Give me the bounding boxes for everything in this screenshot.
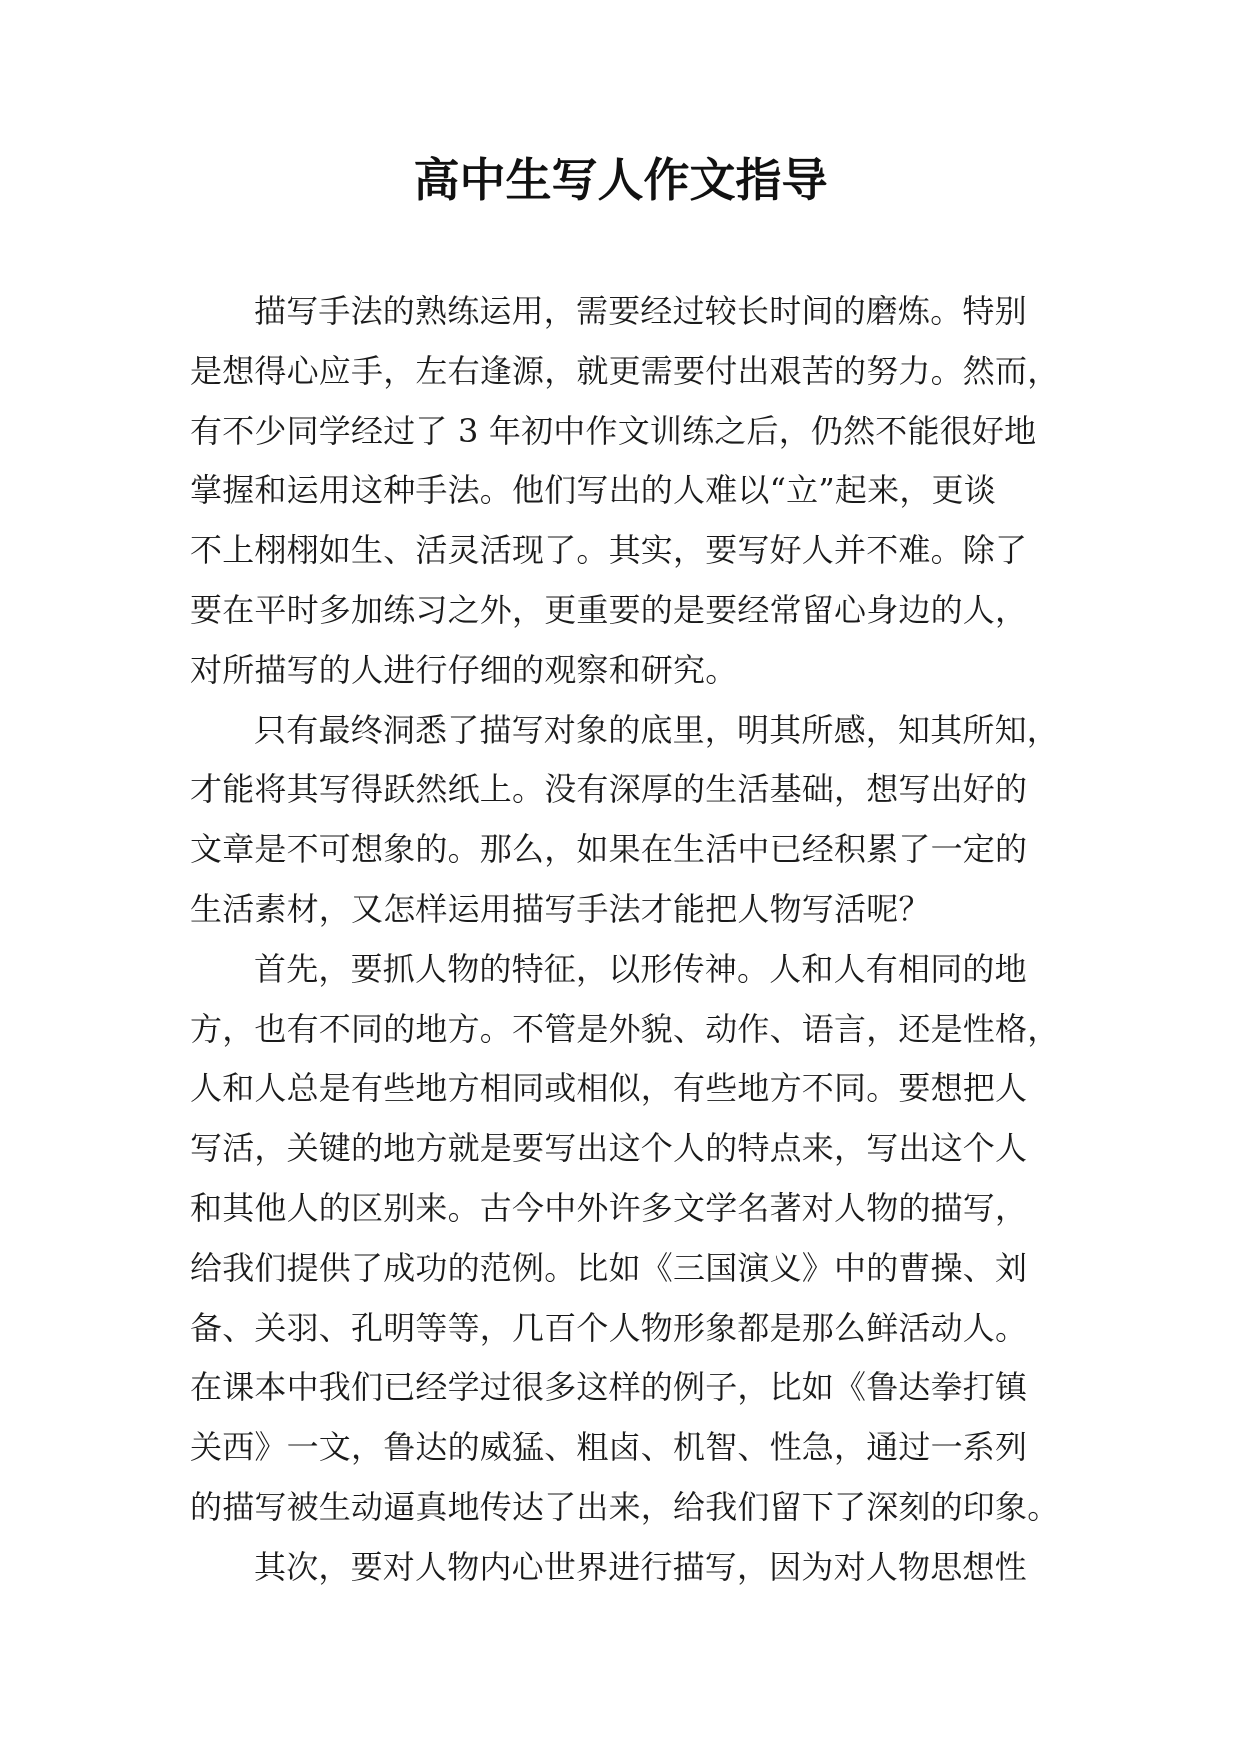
article-body	[190, 282, 1060, 1598]
paragraph-3-line-3: 人和人总是有些地方相同或相似，有些地方不同。要想把人	[190, 1069, 1028, 1108]
paragraph-1-line-2: 是想得心应手，左右逢源，就更需要付出艰苦的努力。然而，	[190, 351, 1060, 390]
paragraph-3-line-1: 首先，要抓人物的特征，以形传神。人和人有相同的地	[254, 949, 1027, 988]
paragraph-3-line-5: 和其他人的区别来。古今中外许多文学名著对人物的描写，	[190, 1188, 1028, 1227]
paragraph-3-line-4: 写活，关键的地方就是要写出这个人的特点来，写出这个人	[190, 1129, 1028, 1168]
paragraph-2-line-3: 文章是不可想象的。那么，如果在生活中已经积累了一定的	[190, 830, 1028, 869]
paragraph-1-line-3: 有不少同学经过了 3 年初中作文训练之后，仍然不能很好地	[190, 411, 1037, 450]
paragraph-2-line-1: 只有最终洞悉了描写对象的底里，明其所感，知其所知，	[254, 710, 1060, 749]
paragraph-1-line-5: 不上栩栩如生、活灵活现了。其实，要写好人并不难。除了	[190, 531, 1028, 570]
paragraph-3-line-8: 在课本中我们已经学过很多这样的例子，比如《鲁达拳打镇	[190, 1368, 1028, 1407]
paragraph-1-line-6: 要在平时多加练习之外，更重要的是要经常留心身边的人，	[190, 590, 1028, 629]
paragraph-4-line-1: 其次，要对人物内心世界进行描写，因为对人物思想性	[254, 1547, 1027, 1586]
paragraph-3-line-10: 的描写被生动逼真地传达了出来，给我们留下了深刻的印象。	[190, 1487, 1060, 1526]
paragraph-3-line-6: 给我们提供了成功的范例。比如《三国演义》中的曹操、刘	[190, 1248, 1028, 1287]
page-title: 高中生写人作文指导	[413, 153, 828, 207]
paragraph-3-line-7: 备、关羽、孔明等等，几百个人物形象都是那么鲜活动人。	[190, 1308, 1028, 1347]
paragraph-1-line-4: 掌握和运用这种手法。他们写出的人难以“立”起来，更谈	[190, 471, 996, 510]
paragraph-2-line-4: 生活素材，又怎样运用描写手法才能把人物写活呢？	[190, 889, 931, 928]
paragraph-2-line-2: 才能将其写得跃然纸上。没有深厚的生活基础，想写出好的	[190, 770, 1028, 809]
paragraph-3-line-2: 方，也有不同的地方。不管是外貌、动作、语言，还是性格，	[190, 1009, 1060, 1048]
paragraph-3-line-9: 关西》一文，鲁达的威猛、粗卤、机智、性急，通过一系列	[190, 1428, 1028, 1467]
paragraph-1-line-1: 描写手法的熟练运用，需要经过较长时间的磨炼。特别	[254, 292, 1027, 330]
paragraph-1-line-7: 对所描写的人进行仔细的观察和研究。	[190, 650, 738, 689]
